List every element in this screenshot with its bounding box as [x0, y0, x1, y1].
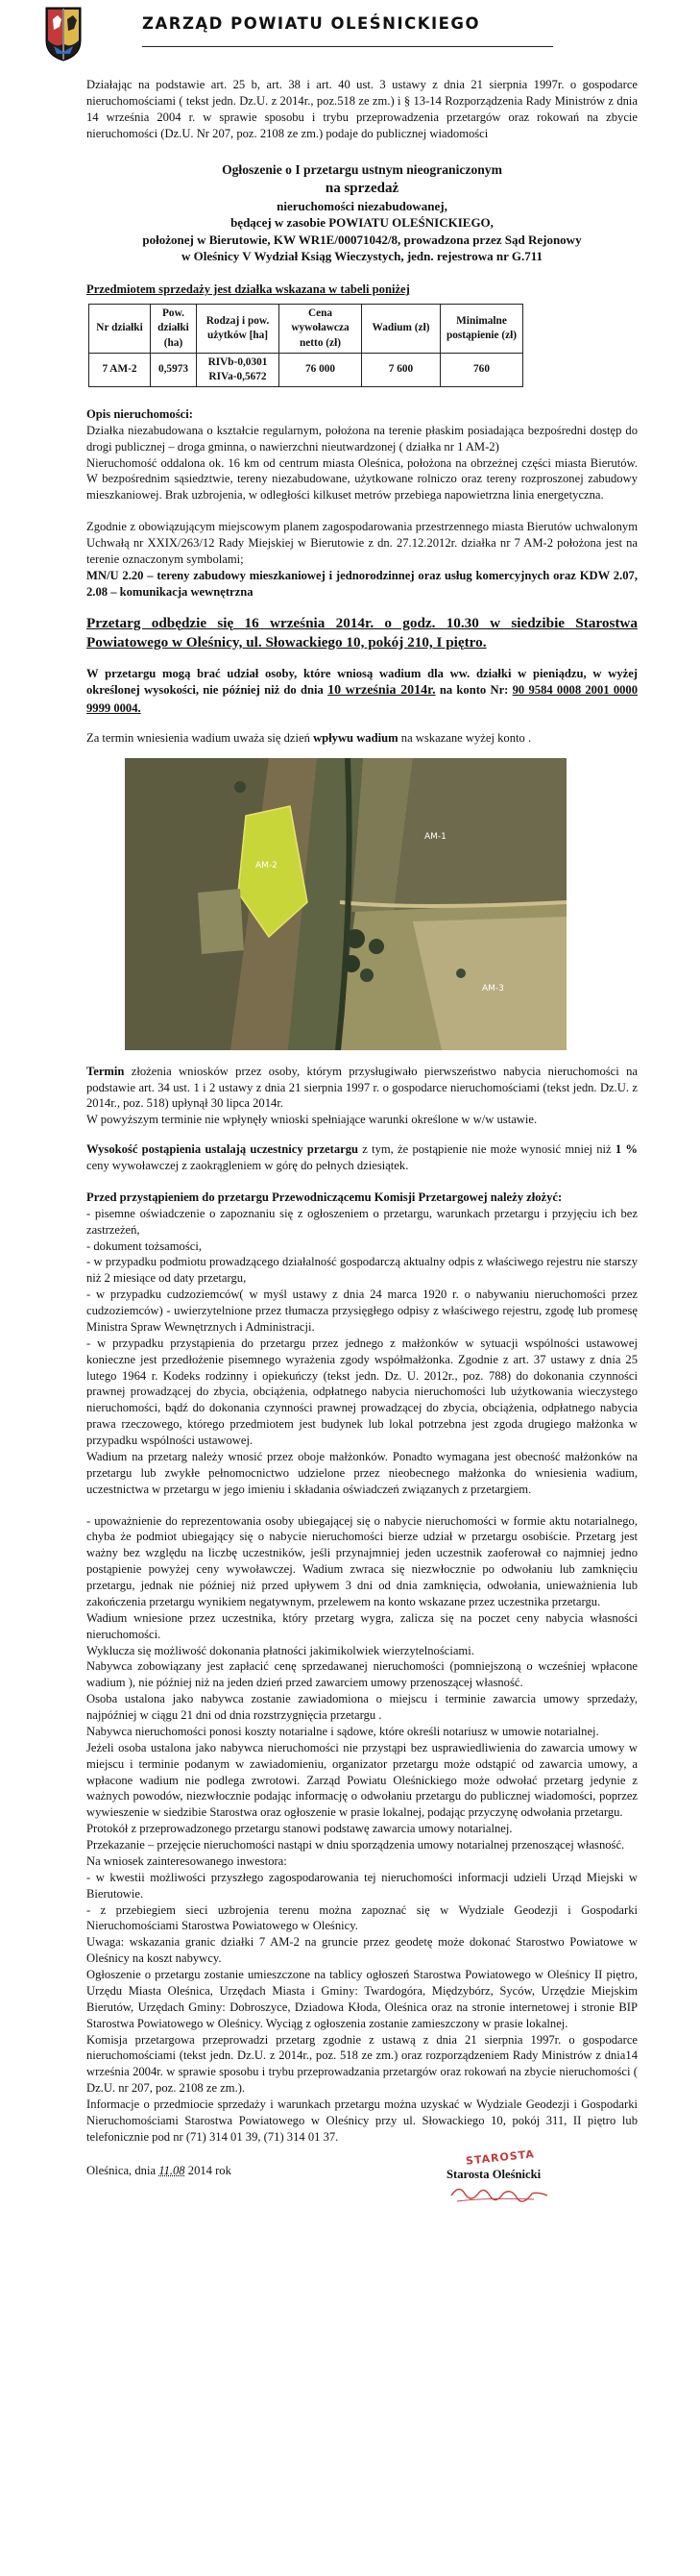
document-body: [0, 77, 700, 2207]
table-header-row: [89, 305, 523, 353]
cell-area: 0,5973: [151, 353, 197, 386]
before-title: Przed przystąpieniem do przetargu Przewodniczącemu Komisji Przetargowej należy złożyć:: [86, 1190, 563, 1204]
letterhead: [0, 0, 700, 79]
place-date-city: Oleśnica, dnia: [86, 2163, 157, 2177]
parcel-table: [88, 304, 523, 387]
list-item: Komisja przetargowa przeprowadzi przetarg zgodnie z ustawą z dnia 21 sierpnia 1997r. o gospodarce nieruchomościami (tekst jedn. Dz.U. z 2014r., poz. 518 ze zm.) oraz rozporządzeniem Rady Ministrów z dnia14 września 2004r. w sprawie sposobu i trybu przeprowadzania przetargów oraz rokowań na zbycie nieruchomości ( Dz.U. nr 207, poz. 2108 ze zm.).: [86, 2032, 638, 2096]
handwritten-signature: [447, 2180, 553, 2205]
bid-percent: 1 %: [615, 1142, 639, 1157]
letterhead-title: ZARZĄD POWIATU OLEŚNICKIEGO: [142, 14, 480, 33]
deposit-account: 90 9584 0008 2001 0000 9999 0004.: [86, 683, 639, 715]
signer-title: Starosta Oleśnicki: [447, 2167, 542, 2181]
cell-use-2: RIVa-0,5672: [208, 370, 267, 382]
announcement-line-6: w Oleśnicy V Wydział Ksiąg Wieczystych, jedn. rejestrowa nr G.711: [181, 249, 543, 264]
deposit-text-2: na konto Nr:: [439, 683, 509, 698]
aerial-photo: [125, 758, 567, 1050]
list-item: Nabywca zobowiązany jest zapłacić cenę sprzedawanej nieruchomości (pomniejszoną o wcześniej wpłacone wadium ), nie później niż na jeden dzień przed zawarciem umowy przenoszącej własność.: [86, 1659, 638, 1690]
bid-paragraph: [86, 1141, 638, 1174]
cell-use: [197, 353, 279, 386]
list-item: - z przebiegiem sieci uzbrojenia terenu można zapoznać się w Wydziale Geodezji i Gospodarki Nieruchomościami Starostwa Powiatowego w Oleśnicy.: [86, 1902, 638, 1933]
list-item: Ogłoszenie o przetargu zostanie umieszczone na tablicy ogłoszeń Starostwa Powiatowego w Oleśnicy II piętro, Urzędu Miasta Oleśnica, Urzędach Miasta i Gminy: Twardogóra, Międzybórz, Syców, Urzędzie Miejskim Bierutów, Urzędach Gminy: Dobroszyce, Dziadowa Kłoda, Oleśnica oraz na stronie internetowej i stronie BIP Starostwa Powiatowego w Oleśnicy. Wyciąg z ogłoszenia zostanie zamieszczony w prasie lokalnej.: [86, 1968, 638, 2030]
deposit-note-a: Za termin wniesienia wadium uważa się dzień: [86, 730, 310, 745]
bid-text-2: ceny wywoławczej z zaokrągleniem w górę do pełnych dziesiątek.: [86, 1159, 409, 1173]
zoning-symbols: MN/U 2.20 – tereny zabudowy mieszkaniowej i jednorodzinnej oraz usług komercyjnych oraz KDW 2.07, 2.08 – komunikacja wewnętrzna: [86, 568, 638, 599]
cell-price: 76 000: [279, 353, 362, 386]
auction-date: Przetarg odbędzie się 16 września 2014r. o godz. 10.30 w siedzibie Starostwa Powiatowego w Oleśnicy, ul. Słowackiego 10, pokój 210, I piętro.: [86, 614, 638, 650]
term-text: złożenia wniosków przez osoby, którym przysługiwało pierwszeństwo nabycia nieruchomości na podstawie art. 34 ust. 1 i 2 ustawy z dnia 21 sierpnia 1997 r. o gospodarce nieruchomościami (tekst jedn. Dz.U. z 2014r., poz. 518) upłynął 30 lipca 2014r.: [86, 1064, 638, 1111]
col-header-deposit: Wadium (zł): [362, 305, 441, 353]
list-item: Wadium na przetarg należy wnosić przez oboje małżonków. Ponadto wymagana jest obecność małżonków na przetargu lub zwykłe pełnomocnictwo udzielone przez nieobecnego małżonka do wniesienia wadium, uczestnictwa w przetargu w jego imieniu i składania oświadczeń związanych z przetargiem.: [86, 1449, 638, 1496]
announcement-heading: [86, 161, 638, 265]
list-item: - w kwestii możliwości przyszłego zagospodarowania tej nieruchomości informacji udzieli Urząd Miejski w Bierutowie.: [86, 1870, 638, 1901]
list-item: - dokument tożsamości,: [86, 1239, 202, 1253]
rules-list: [86, 1513, 638, 2146]
deposit-text-1: W przetargu mogą brać udział osoby, które wniosą wadium dla ww. działki w pieniądzu, w wyżej określonej wysokości, nie później niż do dnia: [86, 667, 638, 698]
cell-deposit: 7 600: [362, 353, 441, 386]
letterhead-rule: [142, 46, 553, 47]
table-row: [89, 353, 523, 386]
list-item: - pisemne oświadczenie o zapoznaniu się z ogłoszeniem o przetargu, warunkach przetargu i przyjęciu ich bez zastrzeżeń,: [86, 1206, 638, 1237]
term-paragraph: [86, 1064, 638, 1113]
official-stamp: STAROSTA: [465, 2147, 536, 2168]
col-header-nr: Nr działki: [89, 305, 151, 353]
place-date: [86, 2163, 231, 2179]
place-date-day: 11.08: [158, 2163, 185, 2177]
deposit-note-b: wpływu wadium: [313, 730, 398, 745]
description-1: Działka niezabudowana o kształcie regularnym, położona na terenie płaskim posiadająca bezpośredni dostęp do drogi publicznej – droga gminna, o nawierzchni nieutwardzonej ( działka nr 1 AM-2): [86, 423, 638, 454]
list-item: - upoważnienie do reprezentowania osoby ubiegającej się o nabycie nieruchomości w formie aktu notarialnego, chyba że podmiot ubiegający się o nabycie nieruchomości bierze udział w przetargu osobiście. Przetarg jest ważny bez względu na liczbę uczestników, jeśli przynajmniej jeden uczestnik zaoferował co najmniej jedno postąpienie powyżej ceny wywoławczej. Wadium zwraca się niezwłocznie po odwołaniu lub zamknięciu przetargu, jednak nie później niż przed upływem 3 dni od dnia zamknięcia, odwołania, unieważnienia lub zakończenia przetargu wynikiem negatywnym, przelewem na konto wskazane przez uczestnika przetargu.: [86, 1513, 638, 1608]
deposit-date: 10 września 2014r.: [327, 683, 436, 699]
list-item: Uwaga: wskazania granic działki 7 AM-2 na gruncie przez geodetę może dokonać Starostwo Powiatowe w Oleśnicy na koszt nabywcy.: [86, 1935, 638, 1966]
announcement-line-3: nieruchomości niezabudowanej,: [277, 198, 447, 213]
list-item: - w przypadku cudzoziemców( w myśl ustawy z dnia 24 marca 1920 r. o nabywaniu nieruchomości przez cudzoziemców) - uwierzytelnione przez tłumacza przysięgłego odpisy z właściwego rejestru, zgodę lub promesę Ministra Spraw Wewnętrznych i Administracji.: [86, 1288, 638, 1334]
before-list: [86, 1206, 638, 1498]
col-header-area: Pow. działki (ha): [151, 305, 197, 353]
photo-label-am1: AM-1: [424, 831, 447, 842]
list-item: Protokół z przeprowadzonego przetargu stanowi podstawę zawarcia umowy notarialnej.: [86, 1822, 513, 1836]
bid-bold: Wysokość postąpienia ustalają uczestnicy przetargu: [86, 1142, 359, 1157]
list-item: - w przypadku podmiotu prowadzącego działalność gospodarczą aktualny odpis z właściwego rejestru nie starszy niż 2 miesiące od daty przetargu,: [86, 1255, 638, 1286]
list-item: Wyklucza się możliwość dokonania płatności jakimikolwiek wierzytelnościami.: [86, 1643, 474, 1657]
intro-paragraph: Działając na podstawie art. 25 b, art. 38 i art. 40 ust. 3 ustawy z dnia 21 sierpnia 1997r. o gospodarce nieruchomościami ( tekst jedn. Dz.U. z 2014r., poz.518 ze zm.) i § 13-14 Rozporządzenia Rady Ministrów z dnia 14 września 2004 r. w sprawie sposobu i trybu przeprowadzenia przetargów oraz rokowań na zbycie nieruchomości (Dz.U. Nr 207, poz. 2108 ze zm.) podaje do publicznej wiadomości: [86, 78, 638, 140]
list-item: Jeżeli osoba ustalona jako nabywca nieruchomości nie przystąpi bez usprawiedliwienia do zawarcia umowy w miejscu i terminie podanym w zawiadomieniu, organizator przetargu może odstąpić od zawarcia umowy, a wpłacone wadium nie podlega zwrotowi. Zarząd Powiatu Oleśnickiego może odwołać przetarg jedynie z ważnych powodów, niezwłocznie podając informację o odwołaniu przetargu do publicznej wiadomości, poprzez wywieszenie w siedzibie Starostwa oraz ogłoszenie w prasie lokalnej, podając przyczynę odwołania przetargu.: [86, 1740, 638, 1820]
announcement-line-5: położonej w Bierutowie, KW WR1E/00071042/8, prowadzona przez Sąd Rejonowy: [142, 232, 582, 247]
deposit-paragraph: [86, 666, 638, 717]
description-2: Nieruchomość oddalona ok. 16 km od centrum miasta Oleśnica, położona na obrzeżnej części miasta Bierutów. W bezpośrednim sąsiedztwie, tereny niezabudowane, użytkowane rolniczo oraz tereny rozproszonej zabudowy mieszkaniowej. Brak uzbrojenia, w odległości kilkuset metrów przebiega napowietrzna linia energetyczna.: [86, 455, 638, 503]
coat-of-arms-icon: [44, 6, 83, 61]
photo-label-am3: AM-3: [482, 983, 504, 994]
list-item: Informacje o przedmiocie sprzedaży i warunkach przetargu można uzyskać w Wydziale Geodezji i Gospodarki Nieruchomościami Starostwa Powiatowego w Oleśnicy przy ul. Słowackiego 10, pokój 311, II piętro lub telefonicznie pod nr (71) 314 01 39, (71) 314 01 37.: [86, 2098, 638, 2144]
deposit-note: [86, 730, 638, 747]
list-item: Nabywca nieruchomości ponosi koszty notarialne i sądowe, które określi notariusz w umowie notarialnej.: [86, 1724, 599, 1738]
list-item: Przekazanie – przejęcie nieruchomości nastąpi w dniu sporządzenia umowy notarialnej przenoszącej własność.: [86, 1838, 625, 1852]
announcement-line-4: będącej w zasobie POWIATU OLEŚNICKIEGO,: [230, 215, 494, 231]
deposit-note-c: na wskazane wyżej konto .: [400, 730, 532, 745]
table-intro: Przedmiotem sprzedaży jest działka wskazana w tabeli poniżej: [86, 282, 410, 297]
announcement-line-2: na sprzedaż: [325, 180, 399, 196]
cell-nr: 7 AM-2: [89, 353, 151, 386]
list-item: Osoba ustalona jako nabywca zostanie zawiadomiona o miejscu i terminie zawarcia umowy sprzedaży, najpóźniej w ciągu 21 dni od dnia rozstrzygnięcia przetargu .: [86, 1692, 638, 1723]
description-title: Opis nieruchomości:: [86, 406, 193, 421]
col-header-price: Cena wywoławcza netto (zł): [279, 305, 362, 353]
list-item: - w przypadku przystąpienia do przetargu przez jednego z małżonków w sytuacji wspólności ustawowej konieczne jest przedłożenie pisemnego wyrażenia zgody współmałżonka. Zgodnie z art. 37 ustawy z dnia 25 lutego 1964 r. Kodeks rodzinny i opiekuńczy (tekst jedn. Dz. U. 2012r., poz. 788) do dokonania czynności prawnej prowadzącej do zbycia, obciążenia, odpłatnego nabycia nieruchomości lub użytkowania wieczystego nieruchomości, bądź do dokonania czynności prawnej prowadzącej do zbycia, obciążenia, odpłatnego nabycia prawa rzeczowego, którego przedmiotem jest budynek lub lokal potrzebna jest zgoda drugiego małżonka w przypadku wspólności ustawowej.: [86, 1336, 638, 1448]
bid-text-1: z tym, że postąpienie nie może wynosić mniej niż: [362, 1142, 612, 1157]
cell-use-1: RIVb-0,0301: [207, 356, 268, 368]
place-date-year: 2014 rok: [187, 2163, 231, 2177]
term-bold: Termin: [86, 1064, 125, 1078]
cell-step: 760: [441, 353, 523, 386]
photo-label-am2: AM-2: [255, 860, 278, 871]
col-header-step: Minimalne postąpienie (zł): [441, 305, 523, 353]
list-item: Wadium wniesione przez uczestnika, który przetarg wygra, zalicza się na poczet ceny nabycia własności nieruchomości.: [86, 1610, 638, 1641]
announcement-line-1: Ogłoszenie o I przetargu ustnym nieograniczonym: [222, 161, 502, 177]
term-paragraph-2: W powyższym terminie nie wpłynęły wnioski spełniające warunki określone w w/w ustawie.: [86, 1113, 538, 1127]
zoning-plan: Zgodnie z obowiązującym miejscowym planem zagospodarowania przestrzennego miasta Bierutów uchwalonym Uchwałą nr XXIX/263/12 Rady Miejskiej w Bierutowie z dn. 27.12.2012r. działka nr 7 AM-2 położona jest na terenie oznaczonym symbolami;: [86, 520, 638, 566]
col-header-use: Rodzaj i pow. użytków [ha]: [197, 305, 279, 353]
list-item: Na wniosek zainteresowanego inwestora:: [86, 1853, 287, 1868]
signature-block: [86, 2147, 638, 2207]
